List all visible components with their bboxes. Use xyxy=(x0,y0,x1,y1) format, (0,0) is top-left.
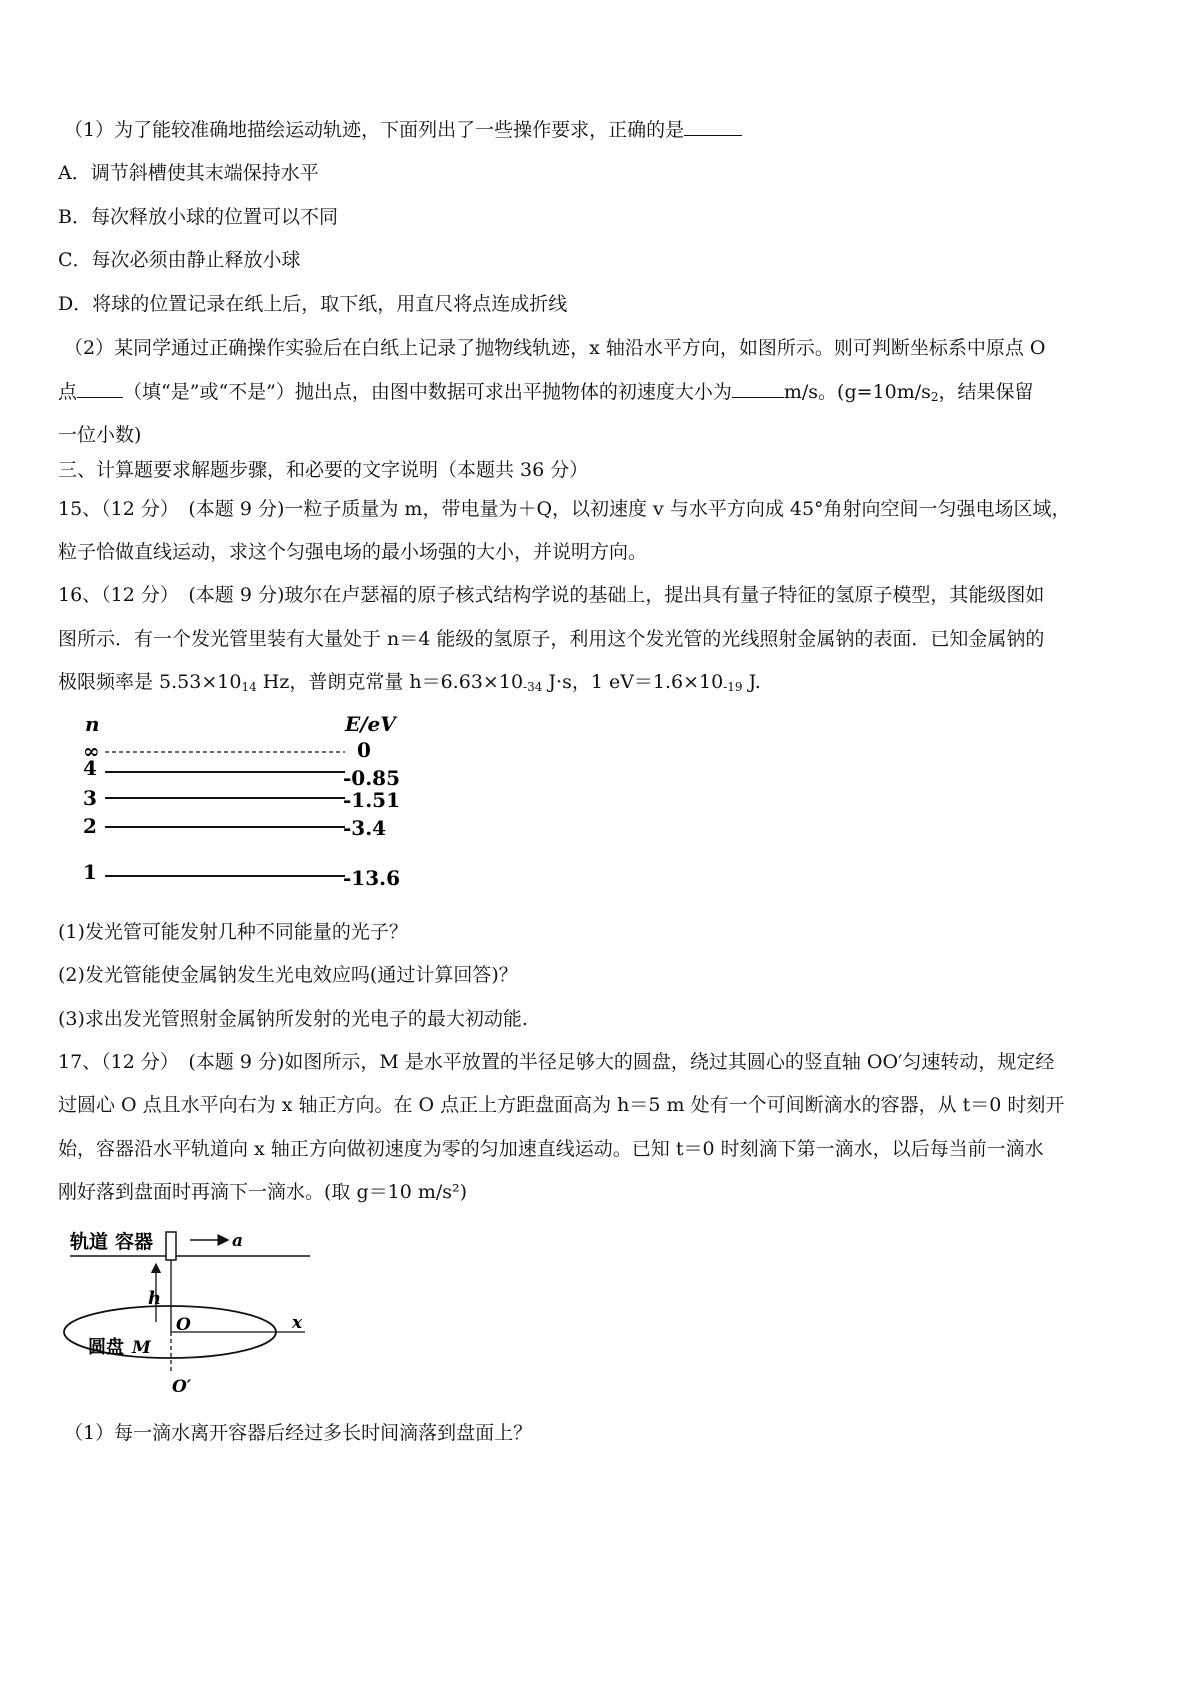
energy-axis-label: E/eV xyxy=(345,712,396,736)
q15-line1: 15、（12 分） (本题 9 分)一粒子质量为 m，带电量为＋Q，以初速度 v 与水平方向成 45°角射向空间一匀强电场区域， xyxy=(58,498,1071,520)
q14-part2-line2: 点 （填“是”或“不是”）抛出点，由图中数据可求出平抛物体的初速度大小为 m/s。(g=10m/s2，结果保留 xyxy=(58,381,1034,404)
rotating-disk-diagram xyxy=(60,1222,360,1398)
q14-option-d: D．将球的位置记录在纸上后，取下纸，用直尺将点连成折线 xyxy=(58,293,568,315)
level-n-3: 3 xyxy=(83,786,97,810)
q16-sub3: (3)求出发光管照射金属钠所发射的光电子的最大初动能. xyxy=(58,1008,528,1030)
answer-blank[interactable] xyxy=(77,397,123,398)
answer-blank[interactable] xyxy=(684,135,742,136)
q14-part2-line1: （2）某同学通过正确操作实验后在白纸上记录了抛物线轨迹，x 轴沿水平方向，如图所示。则可判断坐标系中原点 O xyxy=(64,337,1046,359)
section-heading: 三、计算题要求解题步骤，和必要的文字说明（本题共 36 分） xyxy=(58,459,589,481)
x-axis-label: x xyxy=(292,1313,303,1333)
q14-option-a: A．调节斜槽使其末端保持水平 xyxy=(58,162,319,184)
disk-m-label: M xyxy=(132,1338,151,1358)
container-box xyxy=(166,1232,176,1260)
q16-line3: 极限频率是 5.53×1014 Hz，普朗克常量 h＝6.63×10-34 J·s，1 eV＝1.6×10-19 J. xyxy=(58,671,761,694)
q17-line3: 始，容器沿水平轨道向 x 轴正方向做初速度为零的匀加速直线运动。已知 t＝0 时刻滴下第一滴水，以后每当前一滴水 xyxy=(58,1138,1044,1160)
q14-part2-line3: 一位小数) xyxy=(58,424,142,446)
disk-label: 圆盘 xyxy=(88,1337,124,1358)
level-e-infinity: 0 xyxy=(357,738,371,762)
q17-line4: 刚好落到盘面时再滴下一滴水。(取 g＝10 m/s²) xyxy=(58,1181,468,1203)
q17-line1: 17、（12 分） (本题 9 分)如图所示，M 是水平放置的半径足够大的圆盘，绕过其圆心的竖直轴 OO′匀速转动，规定经 xyxy=(58,1051,1055,1073)
q14-option-c: C．每次必须由静止释放小球 xyxy=(58,249,301,271)
n-axis-label: n xyxy=(85,712,100,736)
origin-label: O xyxy=(176,1315,191,1335)
axis-bottom-label: O′ xyxy=(172,1377,192,1397)
q14-part1: （1）为了能较准确地描绘运动轨迹，下面列出了一些操作要求，正确的是 xyxy=(64,121,1135,140)
track-label: 轨道 xyxy=(70,1231,109,1253)
level-n-4: 4 xyxy=(83,756,97,780)
level-n-2: 2 xyxy=(83,814,97,838)
level-n-infinity: ∞ xyxy=(83,739,100,763)
q16-sub2: (2)发光管能使金属钠发生光电效应吗(通过计算回答)？ xyxy=(58,964,518,986)
q15-line2: 粒子恰做直线运动，求这个匀强电场的最小场强的大小，并说明方向。 xyxy=(58,541,648,563)
energy-level-diagram xyxy=(75,705,425,890)
acceleration-label: a xyxy=(232,1231,244,1251)
level-e-1: -13.6 xyxy=(343,866,401,890)
level-n-1: 1 xyxy=(83,860,97,884)
level-e-3: -1.51 xyxy=(343,788,401,812)
q17-sub1: （1）每一滴水离开容器后经过多长时间滴落到盘面上？ xyxy=(64,1422,533,1444)
answer-blank[interactable] xyxy=(732,397,784,398)
height-label: h xyxy=(148,1288,162,1309)
q17-line2: 过圆心 O 点且水平向右为 x 轴正方向。在 O 点正上方距盘面高为 h＝5 m 处有一个可间断滴水的容器，从 t＝0 时刻开 xyxy=(58,1094,1065,1116)
q16-line1: 16、（12 分） (本题 9 分)玻尔在卢瑟福的原子核式结构学说的基础上，提出具有量子特征的氢原子模型，其能级图如 xyxy=(58,584,1045,606)
level-e-4: -0.85 xyxy=(343,766,401,790)
q16-sub1: (1)发光管可能发射几种不同能量的光子？ xyxy=(58,921,408,943)
container-label: 容器 xyxy=(115,1231,154,1253)
q14-option-b: B．每次释放小球的位置可以不同 xyxy=(58,206,338,228)
level-e-2: -3.4 xyxy=(343,816,387,840)
q16-line2: 图所示．有一个发光管里装有大量处于 n＝4 能级的氢原子，利用这个发光管的光线照射金属钠的表面．已知金属钠的 xyxy=(58,628,1045,650)
